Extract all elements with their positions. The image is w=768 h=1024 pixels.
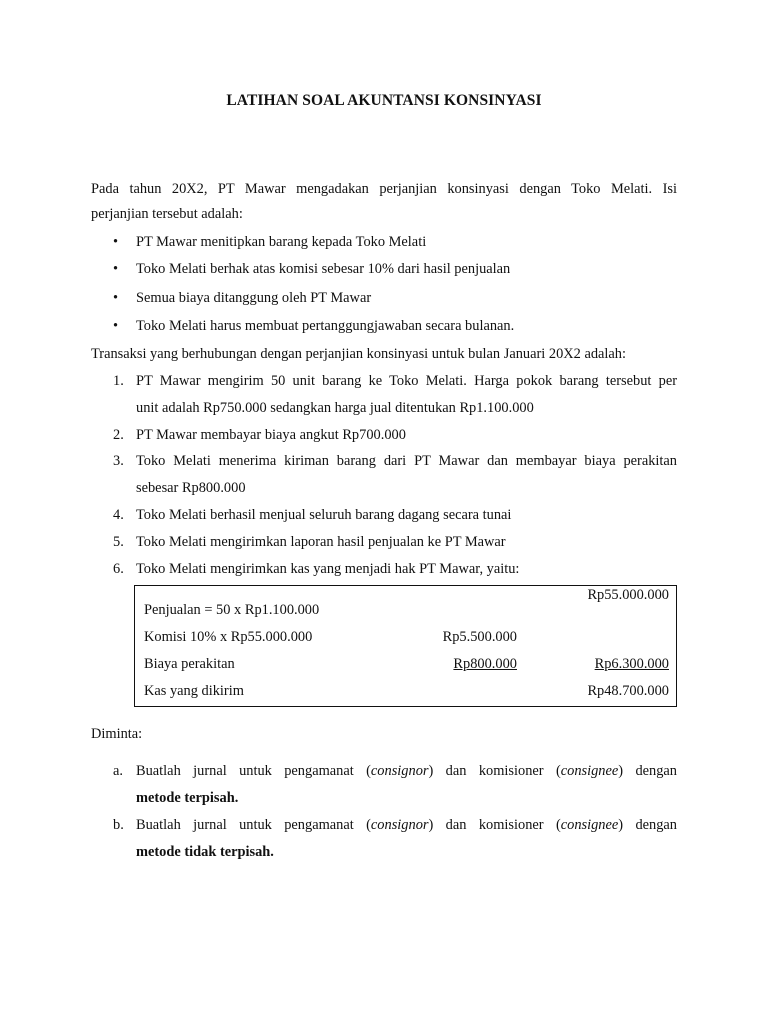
task-a-line-1 [136, 762, 677, 780]
task-text: ) dan komisioner ( [428, 817, 561, 833]
task-text: ) dan komisioner ( [428, 763, 561, 779]
diminta-heading: Diminta: [91, 726, 143, 742]
transaction-item-1-line-2: unit adalah Rp750.000 sedangkan harga jual ditentukan Rp1.100.000 [136, 400, 534, 416]
task-text: Buatlah jurnal untuk pengamanat ( [136, 817, 371, 833]
task-b-line-2 [136, 843, 677, 861]
intro-line-1: Pada tahun 20X2, PT Mawar mengadakan perjanjian konsinyasi dengan Toko Melati. Isi [91, 181, 677, 197]
bullet-marker: • [113, 261, 119, 277]
task-letter: a. [113, 763, 123, 779]
task-text: Buatlah jurnal untuk pengamanat ( [136, 763, 371, 779]
list-number: 4. [113, 507, 124, 523]
transactions-intro: Transaksi yang berhubungan dengan perjanjian konsinyasi untuk bulan Januari 20X2 adalah: [91, 346, 627, 362]
transaction-item-1-line-1: PT Mawar mengirim 50 unit barang ke Toko Melati. Harga pokok barang tersebut per [136, 373, 677, 389]
list-number: 2. [113, 427, 124, 443]
transaction-item-4: Toko Melati berhasil menjual seluruh barang dagang secara tunai [136, 507, 512, 523]
bullet-item: PT Mawar menitipkan barang kepada Toko Melati [136, 234, 427, 250]
task-text: ) dengan [618, 763, 678, 779]
transaction-item-5: Toko Melati mengirimkan laporan hasil penjualan ke PT Mawar [136, 534, 506, 550]
transaction-item-2: PT Mawar membayar biaya angkut Rp700.000 [136, 427, 406, 443]
calc-value-commission: Rp5.500.000 [442, 629, 517, 645]
transaction-item-6: Toko Melati mengirimkan kas yang menjadi hak PT Mawar, yaitu: [136, 561, 520, 577]
task-letter: b. [113, 817, 124, 833]
page-title: LATIHAN SOAL AKUNTANSI KONSINYASI [226, 92, 542, 109]
bullet-item: Toko Melati harus membuat pertanggungjawaban secara bulanan. [136, 318, 515, 334]
task-term-consignor: consignor [370, 763, 429, 779]
calculation-box [134, 585, 677, 707]
bullet-marker: • [113, 234, 119, 250]
transaction-item-3-line-1: Toko Melati menerima kiriman barang dari PT Mawar dan membayar biaya perakitan [136, 453, 677, 469]
calc-label-assembly: Biaya perakitan [144, 656, 235, 672]
task-a-line-2 [136, 789, 677, 807]
list-number: 1. [113, 373, 124, 389]
calc-value-assembly: Rp800.000 [453, 656, 517, 672]
task-text: ) dengan [618, 817, 678, 833]
bullet-marker: • [113, 290, 119, 306]
bullet-item: Semua biaya ditanggung oleh PT Mawar [136, 290, 372, 306]
calc-value-sales: Rp55.000.000 [587, 587, 669, 603]
list-number: 3. [113, 453, 124, 469]
calc-label-sales: Penjualan = 50 x Rp1.100.000 [144, 602, 320, 618]
list-number: 6. [113, 561, 124, 577]
task-term-consignee: consignee [560, 763, 619, 779]
task-term-consignee: consignee [560, 817, 619, 833]
task-method: metode terpisah. [136, 790, 239, 806]
calc-label-commission: Komisi 10% x Rp55.000.000 [144, 629, 313, 645]
bullet-marker: • [113, 318, 119, 334]
task-b-line-1 [136, 816, 677, 834]
bullet-item: Toko Melati berhak atas komisi sebesar 10% dari hasil penjualan [136, 261, 511, 277]
list-number: 5. [113, 534, 124, 550]
calc-value-total-deductions: Rp6.300.000 [594, 656, 669, 672]
task-term-consignor: consignor [370, 817, 429, 833]
transaction-item-3-line-2: sebesar Rp800.000 [136, 480, 246, 496]
task-method: metode tidak terpisah. [136, 844, 274, 860]
calc-label-cash-sent: Kas yang dikirim [144, 683, 244, 699]
intro-line-2: perjanjian tersebut adalah: [91, 206, 243, 222]
calc-value-cash-sent: Rp48.700.000 [587, 683, 669, 699]
